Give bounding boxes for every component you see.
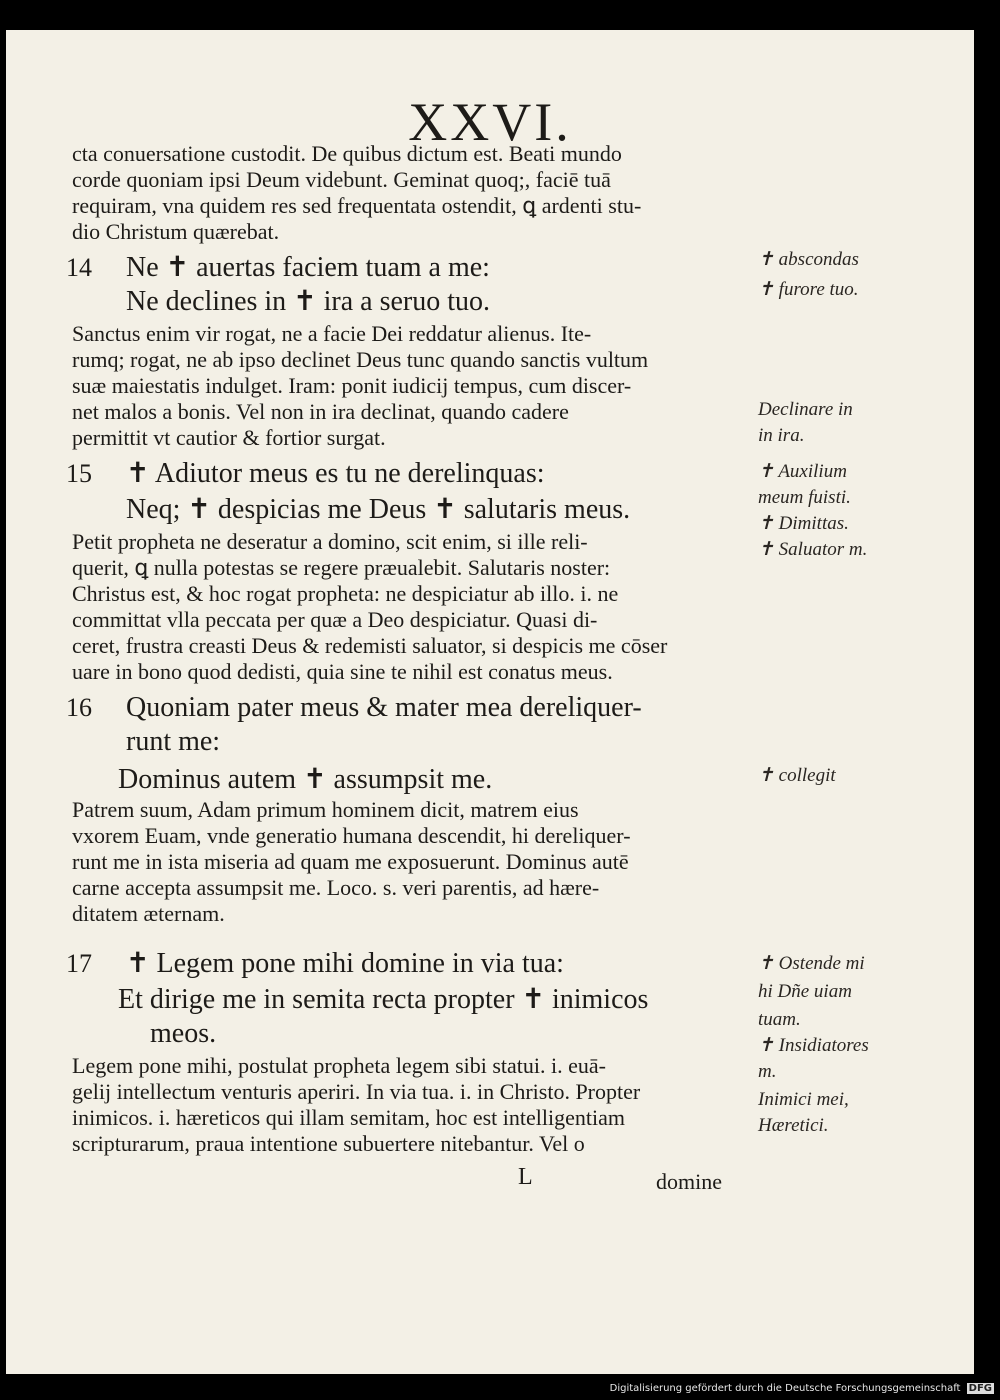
verse-line: Quoniam pater meus & mater mea dereliquer- bbox=[126, 692, 642, 723]
margin-note: meum fuisti. bbox=[758, 487, 851, 508]
verse-line: Neq; ✝ despicias me Deus ✝ salutaris meus. bbox=[126, 494, 631, 525]
text-line: vxorem Euam, vnde generatio humana descendit, hi dereliquer- bbox=[72, 823, 631, 848]
text-line: uare in bono quod dedisti, quia sine te nihil est conatus meus. bbox=[72, 659, 613, 684]
text-line: suæ maiestatis indulget. Iram: ponit iudicij tempus, cum discer- bbox=[72, 373, 632, 398]
text-line: cta conuersatione custodit. De quibus dictum est. Beati mundo bbox=[72, 141, 622, 166]
text-line: committat vlla peccata per quæ a Deo despiciatur. Quasi di- bbox=[72, 607, 598, 632]
verse-line: ✝ Adiutor meus es tu ne derelinquas: bbox=[126, 458, 545, 489]
text-line: rumq; rogat, ne ab ipso declinet Deus tunc quando sanctis vultum bbox=[72, 347, 649, 372]
text-line: ditatem æternam. bbox=[72, 901, 225, 926]
page-title: XXVI. bbox=[408, 92, 572, 152]
text-line: runt me in ista miseria ad quam me exposuerunt. Dominus autē bbox=[72, 849, 629, 874]
verse-line: meos. bbox=[150, 1018, 217, 1049]
margin-note: ✝ Saluator m. bbox=[758, 539, 868, 560]
margin-note: Inimici mei, bbox=[758, 1089, 849, 1110]
verse-line: Et dirige me in semita recta propter ✝ inimicos bbox=[118, 984, 649, 1015]
signature-mark: L bbox=[518, 1164, 533, 1190]
margin-note: Hæretici. bbox=[758, 1115, 829, 1136]
text-line: ceret, frustra creasti Deus & redemisti saluator, si despicis me cōser bbox=[72, 633, 668, 658]
text-line: carne accepta assumpsit me. Loco. s. veri parentis, ad hære- bbox=[72, 875, 600, 900]
text-line: gelij intellectum venturis aperiri. In via tua. i. in Christo. Propter bbox=[72, 1079, 641, 1104]
text-line: Legem pone mihi, postulat propheta legem sibi statui. i. euā- bbox=[72, 1053, 606, 1078]
text-line: requiram, vna quidem res sed frequentata ostendit, ꝗ ardenti stu- bbox=[72, 193, 642, 218]
verse-line: Dominus autem ✝ assumpsit me. bbox=[118, 764, 493, 795]
margin-note: ✝ Insidiatores bbox=[758, 1035, 869, 1056]
book-page bbox=[6, 30, 974, 1374]
footer-credit bbox=[610, 1383, 994, 1394]
catchword: domine bbox=[656, 1169, 722, 1194]
verse-line: Ne ✝ auertas faciem tuam a me: bbox=[126, 252, 490, 283]
text-line: corde quoniam ipsi Deum videbunt. Geminat quoq;, faciē tuā bbox=[72, 167, 611, 192]
text-line: Patrem suum, Adam primum hominem dicit, matrem eius bbox=[72, 797, 579, 822]
verse-line: runt me: bbox=[126, 726, 221, 757]
text-line: dio Christum quærebat. bbox=[72, 219, 280, 244]
text-line: Sanctus enim vir rogat, ne a facie Dei reddatur alienus. Ite- bbox=[72, 321, 592, 346]
text-line: permittit vt cautior & fortior surgat. bbox=[72, 425, 386, 450]
margin-note: ✝ Auxilium bbox=[758, 461, 847, 482]
verse-number: 16 bbox=[66, 693, 92, 722]
text-line: querit, ꝗ nulla potestas se regere præualebit. Salutaris noster: bbox=[72, 555, 611, 580]
margin-note: in ira. bbox=[758, 425, 805, 446]
margin-note: hi Dñe uiam bbox=[758, 981, 852, 1002]
text-line: Christus est, & hoc rogat propheta: ne despiciatur ab illo. i. ne bbox=[72, 581, 619, 606]
verse-number: 15 bbox=[66, 459, 92, 488]
margin-note: ✝ furore tuo. bbox=[758, 279, 859, 300]
margin-note: tuam. bbox=[758, 1009, 801, 1030]
text-line: scripturarum, praua intentione subuertere nitebantur. Vel o bbox=[72, 1131, 585, 1156]
text-line: Petit propheta ne deseratur a domino, scit enim, si ille reli- bbox=[72, 529, 588, 554]
verse-number: 17 bbox=[66, 949, 92, 978]
margin-note: ✝ Dimittas. bbox=[758, 513, 849, 534]
verse-number: 14 bbox=[66, 253, 92, 282]
margin-note: m. bbox=[758, 1061, 777, 1082]
margin-note: ✝ collegit bbox=[758, 765, 836, 786]
footer-text: Digitalisierung gefördert durch die Deutsche Forschungsgemeinschaft bbox=[609, 1383, 961, 1394]
verse-line: Ne declines in ✝ ira a seruo tuo. bbox=[126, 286, 491, 317]
margin-note: ✝ Ostende mi bbox=[758, 953, 865, 974]
dfg-logo: DFG bbox=[968, 1383, 992, 1394]
text-line: net malos a bonis. Vel non in ira declinat, quando cadere bbox=[72, 399, 569, 424]
text-line: inimicos. i. hæreticos qui illam semitam, hoc est intelligentiam bbox=[72, 1105, 625, 1130]
verse-line: ✝ Legem pone mihi domine in via tua: bbox=[126, 948, 564, 979]
margin-note: ✝ abscondas bbox=[758, 249, 859, 270]
margin-note: Declinare in bbox=[758, 399, 853, 420]
